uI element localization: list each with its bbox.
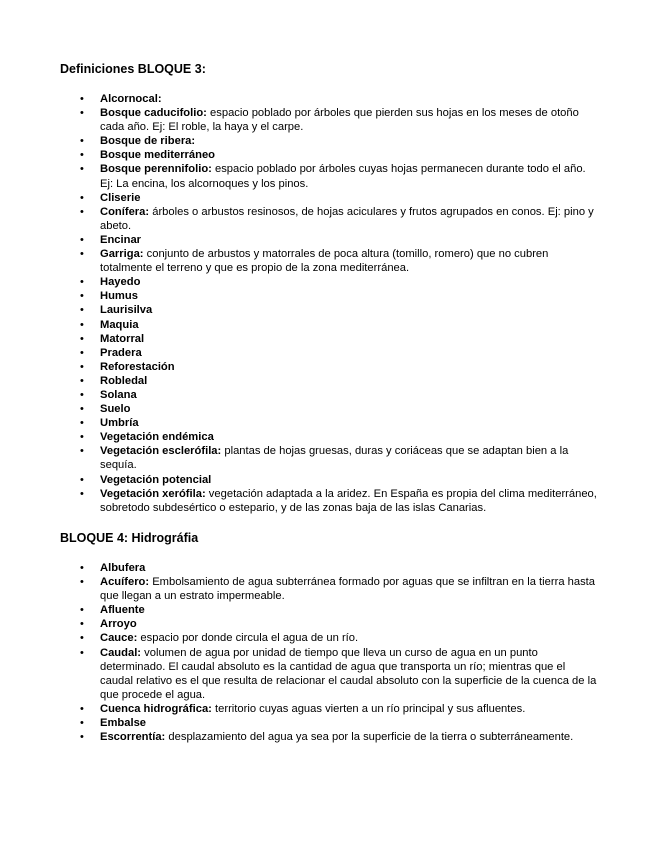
definition-term: Conífera:: [100, 205, 150, 218]
definition-item: [0, 702, 655, 716]
bullet-icon: •: [80, 163, 84, 176]
section-title-bloque4: BLOQUE 4: Hidrográfia: [60, 531, 199, 545]
definition-term: Vegetación xerófila:: [100, 487, 206, 500]
definition-item: [0, 561, 655, 575]
bullet-icon: •: [80, 205, 84, 218]
definition-item: [0, 275, 655, 289]
definition-term: Humus: [100, 290, 138, 303]
definition-term: Caudal:: [100, 646, 142, 659]
section-title-bloque3: Definiciones BLOQUE 3:: [60, 62, 206, 76]
definition-term: Suelo: [100, 403, 131, 416]
definition-item: [0, 92, 655, 106]
definition-item: [0, 575, 655, 603]
bullet-icon: •: [80, 149, 84, 162]
definition-term: Cliserie: [100, 191, 141, 204]
definition-term: Embalse: [100, 717, 147, 730]
definition-term: Bosque perennifolio:: [100, 163, 212, 176]
definition-term: Laurisilva: [100, 304, 153, 317]
bullet-icon: •: [80, 191, 84, 204]
definition-item: [0, 487, 655, 515]
definition-item: [0, 233, 655, 247]
definition-item: [0, 388, 655, 402]
bullet-icon: •: [80, 403, 84, 416]
definition-item: [0, 402, 655, 416]
bullet-icon: •: [80, 473, 84, 486]
definition-item: [0, 134, 655, 148]
definition-term: Umbría: [100, 417, 139, 430]
definition-item: [0, 205, 655, 233]
bullet-icon: •: [80, 431, 84, 444]
definition-item: [0, 289, 655, 303]
definition-term: Arroyo: [100, 618, 137, 631]
bullet-icon: •: [80, 248, 84, 261]
definition-term: Vegetación potencial: [100, 473, 212, 486]
bullet-icon: •: [80, 318, 84, 331]
bullet-icon: •: [80, 604, 84, 617]
bullet-icon: •: [80, 562, 84, 574]
bullet-icon: •: [80, 332, 84, 345]
bullet-icon: •: [80, 276, 84, 289]
definition-text: Embolsamiento de agua subterránea formado por aguas que se infiltran en la tierra hasta que llegan a un estrato impermeable.: [100, 576, 596, 603]
definition-text: volumen de agua por unidad de tiempo que lleva un curso de agua en un punto determinado. El caudal absoluto es la cantidad de agua que transporta un río; mientras que el caudal relativo es el que resulta de relacionar el caudal absoluto con la superficie de la cuenca de la que procede el agua.: [100, 646, 597, 701]
definition-text: plantas de hojas gruesas, duras y coriáceas que se adaptan bien a la sequía.: [100, 445, 569, 472]
definition-term: Afluente: [100, 604, 145, 617]
definition-item: [0, 346, 655, 360]
definition-item: [0, 332, 655, 346]
definition-text: árboles o arbustos resinosos, de hojas aciculares y frutos agrupados en conos. Ej: pino y abeto.: [100, 205, 594, 232]
bullet-icon: •: [80, 646, 84, 659]
definition-item: [0, 603, 655, 617]
definition-term: Encinar: [100, 233, 142, 246]
bullet-icon: •: [80, 487, 84, 500]
definition-item: [0, 148, 655, 162]
definition-term: Robledal: [100, 374, 148, 387]
definition-term: Vegetación esclerófila:: [100, 445, 222, 458]
definition-term: Bosque caducifolio:: [100, 107, 207, 120]
bullet-icon: •: [80, 304, 84, 317]
definition-list-bloque4: [0, 561, 655, 744]
bullet-icon: •: [80, 360, 84, 373]
bullet-icon: •: [80, 93, 84, 105]
bullet-icon: •: [80, 233, 84, 246]
definition-item: [0, 444, 655, 472]
definition-term: Alcornocal:: [100, 93, 162, 105]
definition-item: [0, 374, 655, 388]
definition-item: [0, 247, 655, 275]
definition-item: [0, 106, 655, 134]
definition-term: Bosque mediterráneo: [100, 149, 216, 162]
definition-list-bloque3: [0, 92, 655, 515]
bullet-icon: •: [80, 632, 84, 645]
bullet-icon: •: [80, 731, 84, 744]
bullet-icon: •: [80, 374, 84, 387]
bullet-icon: •: [80, 717, 84, 730]
definition-text: vegetación adaptada a la aridez. En España es propia del clima mediterráneo, sobretodo subdesértico o estepario, y de las zonas baja de las islas Canarias.: [100, 487, 597, 514]
bullet-icon: •: [80, 346, 84, 359]
definition-item: [0, 303, 655, 317]
definition-term: Hayedo: [100, 276, 141, 289]
definition-term: Bosque de ribera:: [100, 135, 196, 148]
definition-item: [0, 646, 655, 702]
definition-item: [0, 631, 655, 645]
bullet-icon: •: [80, 290, 84, 303]
bullet-icon: •: [80, 576, 84, 589]
definition-item: [0, 716, 655, 730]
definition-text: territorio cuyas aguas vierten a un río principal y sus afluentes.: [211, 702, 526, 715]
definition-text: desplazamiento del agua ya sea por la superficie de la tierra o subterráneamente.: [165, 731, 574, 744]
definition-item: [0, 416, 655, 430]
bullet-icon: •: [80, 445, 84, 458]
definition-term: Matorral: [100, 332, 145, 345]
definition-item: [0, 318, 655, 332]
bullet-icon: •: [80, 702, 84, 715]
bullet-icon: •: [80, 107, 84, 120]
definition-term: Acuífero:: [100, 576, 150, 589]
definition-item: [0, 430, 655, 444]
definition-item: [0, 730, 655, 744]
definition-term: Solana: [100, 388, 137, 401]
bullet-icon: •: [80, 388, 84, 401]
definition-term: Pradera: [100, 346, 142, 359]
definition-text: conjunto de arbustos y matorrales de poca altura (tomillo, romero) que no cubren totalmente el terreno y que es propio de la zona mediterránea.: [100, 248, 549, 275]
bullet-icon: •: [80, 135, 84, 148]
definition-item: [0, 162, 655, 190]
definition-term: Escorrentía:: [100, 731, 166, 744]
bullet-icon: •: [80, 618, 84, 631]
definition-item: [0, 360, 655, 374]
definition-item: [0, 473, 655, 487]
definition-term: Garriga:: [100, 248, 144, 261]
definition-term: Cuenca hidrográfica:: [100, 702, 212, 715]
definition-term: Vegetación endémica: [100, 431, 214, 444]
definition-text: espacio poblado por árboles que pierden sus hojas en los meses de otoño cada año. Ej: El roble, la haya y el carpe.: [100, 107, 579, 134]
bullet-icon: •: [80, 417, 84, 430]
definition-term: Maquia: [100, 318, 139, 331]
definition-term: Albufera: [100, 562, 146, 574]
definition-term: Reforestación: [100, 360, 175, 373]
definition-term: Cauce:: [100, 632, 138, 645]
definition-text: espacio por donde circula el agua de un río.: [137, 632, 359, 645]
definition-item: [0, 191, 655, 205]
definition-item: [0, 617, 655, 631]
definition-text: espacio poblado por árboles cuyas hojas permanecen durante todo el año. Ej: La encina, los alcornoques y los pinos.: [100, 163, 586, 190]
